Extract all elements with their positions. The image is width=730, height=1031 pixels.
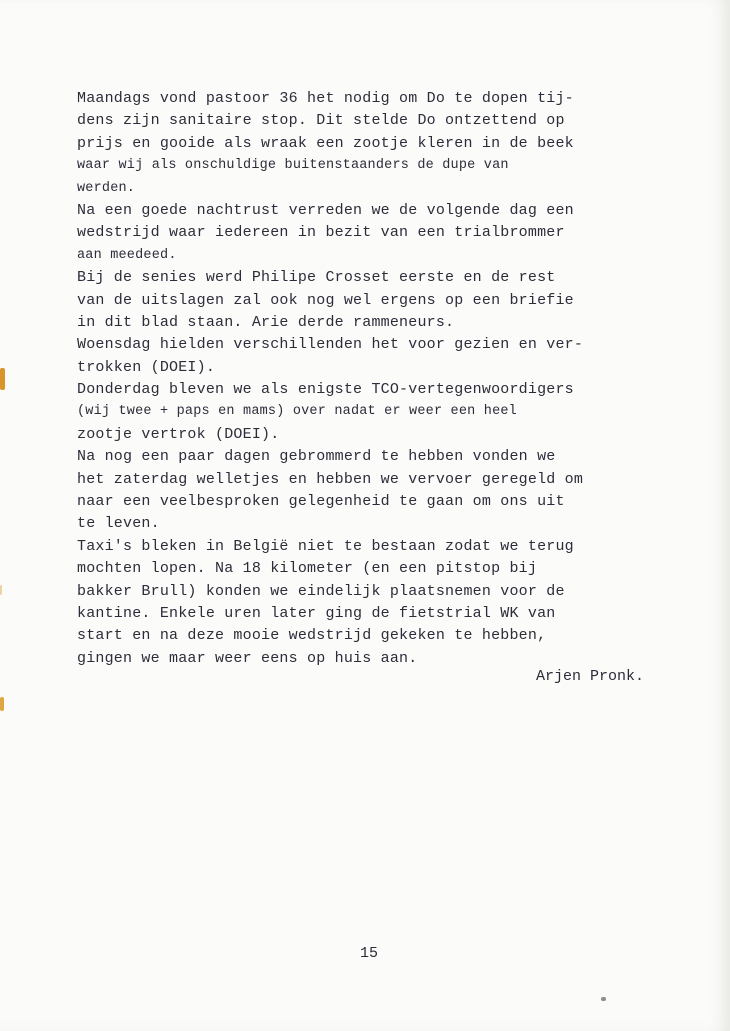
text-line: Taxi's bleken in België niet te bestaan zodat we terug [77,537,574,555]
scan-speck [601,997,606,1001]
text-line: Na nog een paar dagen gebrommerd te hebben vonden we [77,448,556,466]
text-line: dens zijn sanitaire stop. Dit stelde Do ontzettend op [77,112,565,130]
text-line: te leven. [77,515,160,533]
text-line: (wij twee + paps en mams) over nadat er weer een heel [77,404,517,420]
text-line: in dit blad staan. Arie derde rammeneurs. [77,313,455,331]
text-line: gingen we maar weer eens op huis aan. [77,649,418,667]
text-line: Na een goede nachtrust verreden we de volgende dag een [77,201,574,219]
text-line: Maandags vond pastoor 36 het nodig om Do te dopen tij- [77,90,574,107]
text-line: prijs en gooide als wraak een zootje kleren in de beek [77,134,574,152]
page-number: 15 [360,945,379,962]
text-line: Woensdag hielden verschillenden het voor gezien en ver- [77,336,584,354]
text-line: zootje vertrok (DOEI). [77,425,280,443]
text-line: aan meedeed. [77,247,177,263]
text-line: het zaterdag welletjes en hebben we vervoer geregeld om [77,470,584,488]
text-line: mochten lopen. Na 18 kilometer (en een pitstop bij [77,560,538,578]
text-line: start en na deze mooie wedstrijd gekeken te hebben, [77,627,547,645]
text-line: waar wij als onschuldige buitenstaanders de dupe van [77,158,509,174]
text-line: bakker Brull) konden we eindelijk plaatsnemen voor de [77,582,565,600]
text-line: Donderdag bleven we als enigste TCO-vertegenwoordigers [77,381,574,399]
text-line: trokken (DOEI). [77,358,216,376]
scan-mark [0,697,4,711]
article-body [77,88,677,670]
text-line: kantine. Enkele uren later ging de fietstrial WK van [77,604,556,622]
text-line: wedstrijd waar iedereen in bezit van een trialbrommer [77,224,565,242]
scan-mark [0,368,5,390]
scan-mark [0,585,2,595]
text-line: werden. [77,180,136,196]
author-signature: Arjen Pronk. [536,668,645,685]
text-line: naar een veelbesproken gelegenheid te gaan om ons uit [77,493,565,511]
text-line: Bij de senies werd Philipe Crosset eerste en de rest [77,269,556,287]
text-line: van de uitslagen zal ook nog wel ergens op een briefie [77,291,574,309]
